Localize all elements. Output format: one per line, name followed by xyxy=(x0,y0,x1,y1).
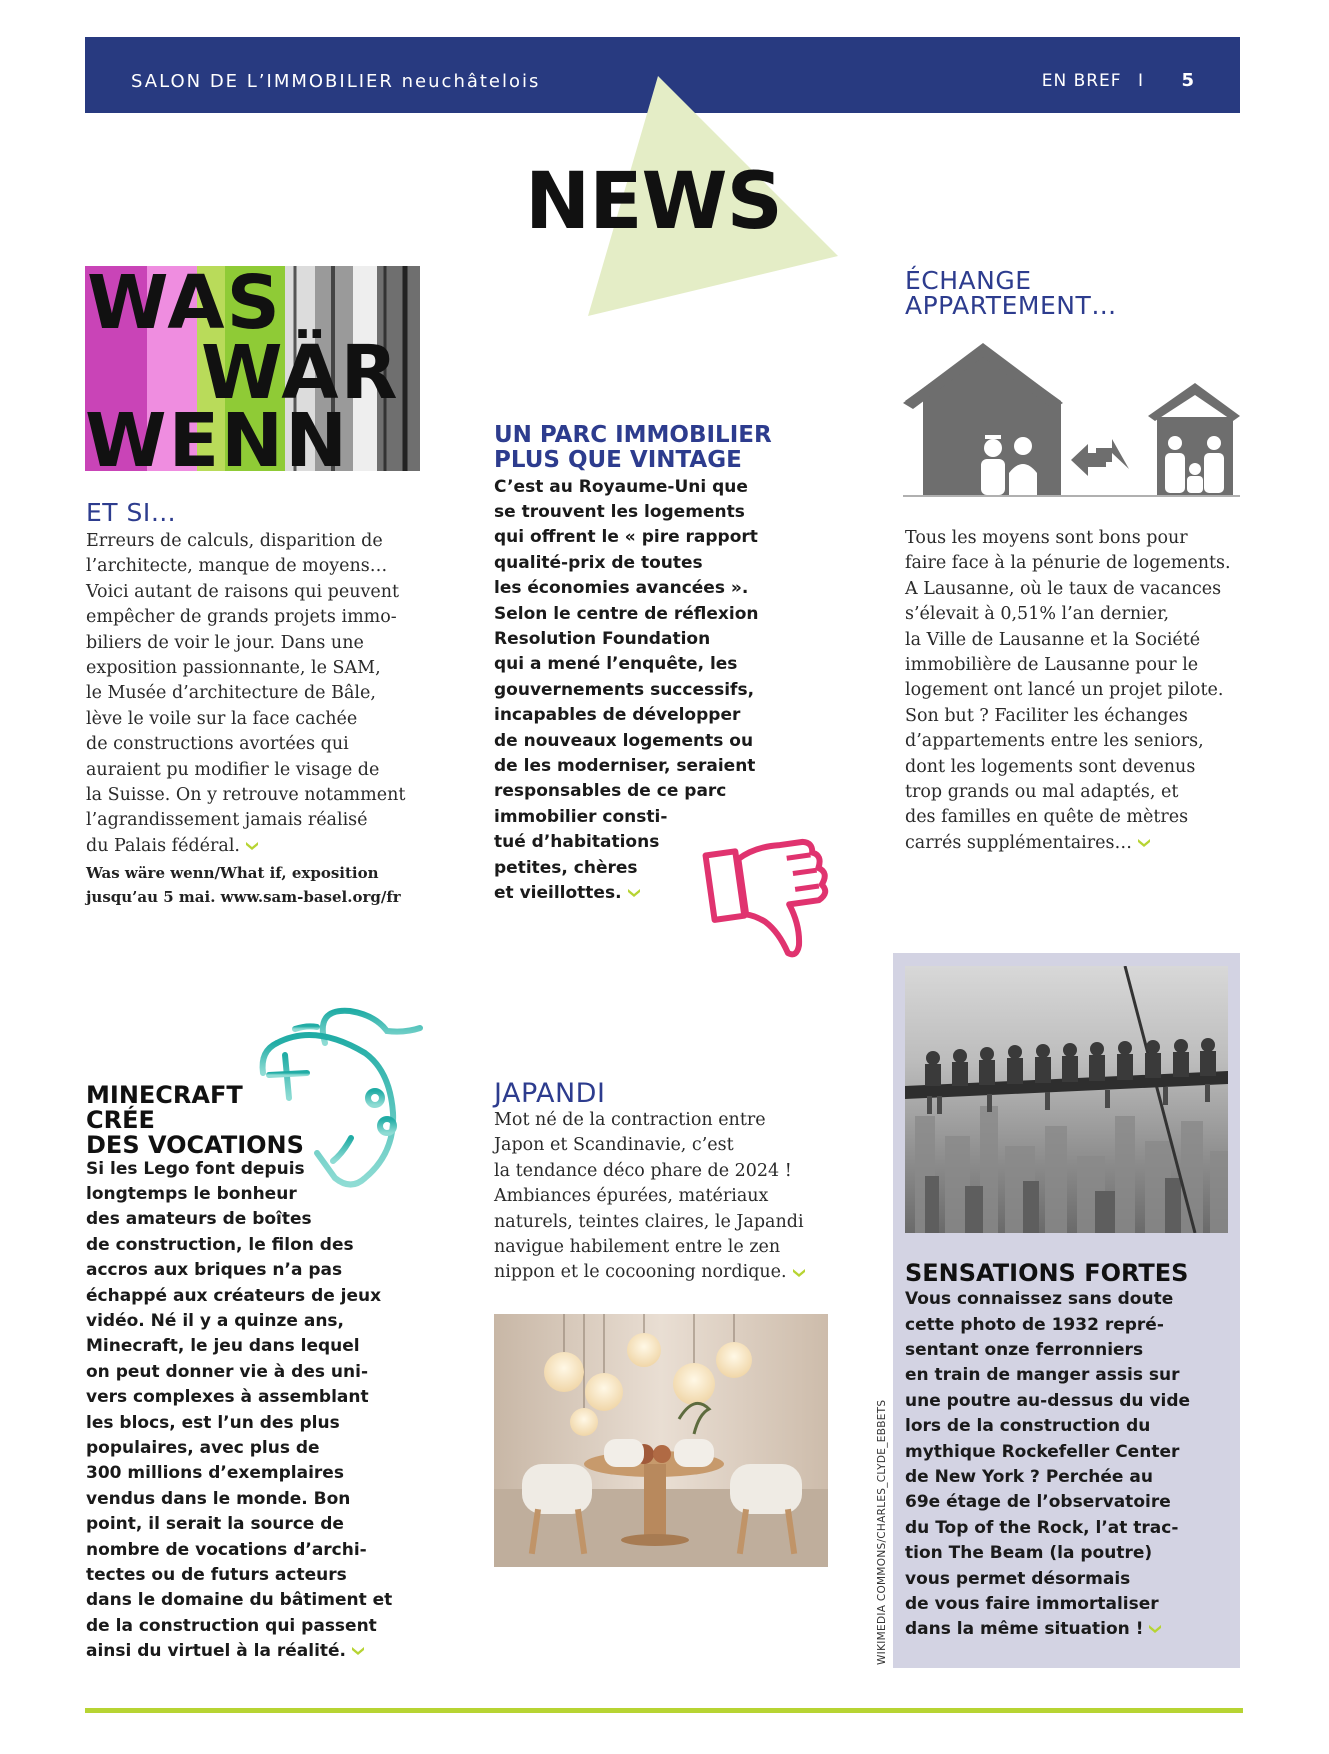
text-line: vendus dans le monde. Bon xyxy=(86,1488,351,1509)
chevron-bullet-icon xyxy=(1138,838,1150,848)
text-line: qui offrent le « pire rapport xyxy=(494,527,758,548)
text-line: des familles en quête de mètres xyxy=(905,807,1189,828)
text-line-last: ainsi du virtuel à la réalité. xyxy=(86,1639,431,1664)
text-line: A Lausanne, où le taux de vacances xyxy=(905,578,1222,599)
chevron-bullet-icon xyxy=(246,841,258,851)
footer-rule xyxy=(85,1708,1243,1713)
text-line: de la construction qui passent xyxy=(86,1615,377,1636)
text-line: naturels, teintes claires, le Japandi xyxy=(494,1211,804,1232)
text-line: des amateurs de boîtes xyxy=(86,1209,312,1230)
article-body xyxy=(86,1157,431,1665)
text-line: d’appartements entre les seniors, xyxy=(905,731,1204,752)
chevron-bullet-icon xyxy=(352,1646,364,1656)
article-et-si xyxy=(86,500,431,909)
text-line: de nouveaux logements ou xyxy=(494,730,754,751)
text-line: sentant onze ferronniers xyxy=(905,1340,1144,1360)
house-swap-icon xyxy=(903,343,1240,498)
text-line: tectes ou de futurs acteurs xyxy=(86,1565,347,1586)
text-line: la Ville de Lausanne et la Société xyxy=(905,629,1201,650)
text-line: petites, chères xyxy=(494,857,638,878)
text-line: navigue habilement entre le zen xyxy=(494,1237,781,1258)
article-title: ET SI… xyxy=(86,498,177,527)
text-line: tion The Beam (la poutre) xyxy=(905,1543,1153,1564)
text-line: biliers de voir le jour. Dans une xyxy=(86,632,364,653)
text-line: 300 millions d’exemplaires xyxy=(86,1463,344,1484)
text-line: nombre de vocations d’archi- xyxy=(86,1539,367,1560)
text-line: lève le voile sur la face cachée xyxy=(86,708,358,729)
page-number: 5 xyxy=(1181,70,1194,91)
text-line: se trouvent les logements xyxy=(494,502,745,522)
text-line: logement ont lancé un projet pilote. xyxy=(905,680,1224,701)
text-line: Voici autant de raisons qui peuvent xyxy=(86,581,400,602)
text-line: de vous faire immortaliser xyxy=(905,1594,1159,1615)
poster-word-1: WAS xyxy=(87,266,282,346)
thumbs-down-icon xyxy=(693,838,833,973)
section-name: EN BREF xyxy=(1041,71,1122,91)
text-line: la Suisse. On y retrouve notamment xyxy=(86,785,406,806)
text-line-last: dans la même situation ! xyxy=(905,1617,1240,1642)
text-line: mythique Rockefeller Center xyxy=(905,1441,1180,1462)
text-line: en train de manger assis sur xyxy=(905,1365,1180,1386)
text-line: Mot né de la contraction entre xyxy=(494,1110,766,1130)
text-line: tué d’habitations xyxy=(494,832,660,853)
text-line: Son but ? Faciliter les échanges xyxy=(905,705,1188,726)
text-line: on peut donner vie à des uni- xyxy=(86,1361,369,1382)
text-line: exposition passionnante, le SAM, xyxy=(86,658,381,679)
text-line: Ambiances épurées, matériaux xyxy=(494,1186,769,1207)
text-line: immobilière de Lausanne pour le xyxy=(905,655,1199,676)
text-line: échappé aux créateurs de jeux xyxy=(86,1285,382,1306)
article-parc-immobilier xyxy=(494,423,834,907)
text-line: populaires, avec plus de xyxy=(86,1438,320,1459)
text-line: de constructions avortées qui xyxy=(86,734,349,755)
text-line: faire face à la pénurie de logements. xyxy=(905,553,1231,574)
text-line: immobilier consti- xyxy=(494,806,668,827)
article-title: UN PARC IMMOBILIER PLUS QUE VINTAGE xyxy=(494,422,772,474)
text-line: de les moderniser, seraient xyxy=(494,756,756,777)
text-line: lors de la construction du xyxy=(905,1416,1151,1437)
text-line: le Musée d’architecture de Bâle, xyxy=(86,683,376,704)
article-minecraft xyxy=(86,1083,431,1665)
text-line: de New York ? Perchée au xyxy=(905,1467,1153,1488)
article-echange xyxy=(905,268,1240,318)
text-line: Selon le centre de réflexion xyxy=(494,603,759,624)
text-line: de construction, le filon des xyxy=(86,1234,354,1255)
text-line: responsables de ce parc xyxy=(494,781,727,802)
text-line: Minecraft, le jeu dans lequel xyxy=(86,1336,360,1357)
text-line: qualité-prix de toutes xyxy=(494,552,703,573)
text-line-last: nippon et le cocooning nordique. xyxy=(494,1260,844,1285)
text-line: les blocs, est l’un des plus xyxy=(86,1412,340,1433)
chevron-bullet-icon xyxy=(628,888,640,898)
chevron-bullet-icon xyxy=(1149,1624,1161,1634)
article-title: JAPANDI xyxy=(494,1078,606,1109)
text-line: Japon et Scandinavie, c’est xyxy=(494,1135,734,1156)
article-body xyxy=(905,526,1250,856)
text-line: trop grands ou mal adaptés, et xyxy=(905,782,1179,803)
text-line: auraient pu modifier le visage de xyxy=(86,759,380,780)
page-title: NEWS xyxy=(525,157,782,247)
article-body xyxy=(905,1287,1240,1643)
text-line: point, il serait la source de xyxy=(86,1514,344,1535)
text-line: les économies avancées ». xyxy=(494,578,749,599)
text-line: Si les Lego font depuis xyxy=(86,1158,305,1179)
text-line: longtemps le bonheur xyxy=(86,1183,297,1204)
text-line: vidéo. Né il y a quinze ans, xyxy=(86,1311,344,1331)
lunch-atop-skyscraper-photo xyxy=(905,966,1228,1233)
text-line: vers complexes à assemblant xyxy=(86,1387,369,1408)
text-line: l’architecte, manque de moyens… xyxy=(86,556,388,577)
text-line: 69e étage de l’observatoire xyxy=(905,1492,1171,1513)
text-line: s’élevait à 0,51% l’an dernier, xyxy=(905,604,1170,625)
poster-word-3: WENN xyxy=(85,398,350,471)
article-title: ÉCHANGE APPARTEMENT… xyxy=(905,266,1117,320)
text-line: incapables de développer xyxy=(494,705,741,726)
text-line: empêcher de grands projets immo- xyxy=(86,607,397,628)
exhibition-poster-image xyxy=(85,266,420,471)
chevron-bullet-icon xyxy=(793,1268,805,1278)
text-line: accros aux briques n’a pas xyxy=(86,1260,343,1281)
text-line: Erreurs de calculs, disparition de xyxy=(86,531,383,551)
article-sensations-fortes xyxy=(905,1261,1240,1643)
publication-name: SALON DE L’IMMOBILIER neuchâtelois xyxy=(131,71,541,92)
text-line: C’est au Royaume-Uni que xyxy=(494,476,748,497)
text-line: l’agrandissement jamais réalisé xyxy=(86,810,368,831)
text-line: dont les logements sont devenus xyxy=(905,756,1196,777)
article-body xyxy=(86,529,431,859)
article-title: MINECRAFT CRÉE DES VOCATIONS xyxy=(86,1081,304,1160)
section-separator: I xyxy=(1137,71,1144,91)
text-line: une poutre au-dessus du vide xyxy=(905,1390,1191,1411)
text-line: du Top of the Rock, l’at trac- xyxy=(905,1517,1179,1538)
article-body xyxy=(494,1108,844,1286)
text-line: Tous les moyens sont bons pour xyxy=(905,528,1188,548)
text-line: dans le domaine du bâtiment et xyxy=(86,1590,393,1611)
section-label xyxy=(1042,71,1152,91)
text-line-last: et vieillottes. xyxy=(494,881,834,906)
text-line: Resolution Foundation xyxy=(494,629,711,650)
japandi-dining-photo xyxy=(494,1314,828,1567)
photo-credit: WIKIMEDIA COMMONS/CHARLES_CLYDE_EBBETS xyxy=(876,1399,888,1665)
exhibition-credit: Was wäre wenn/What if, exposition jusqu’au 5 mai. www.sam-basel.org/fr xyxy=(86,864,401,907)
article-japandi xyxy=(494,1080,844,1286)
text-line: cette photo de 1932 repré- xyxy=(905,1314,1164,1335)
article-echange-body xyxy=(905,526,1250,856)
article-title: SENSATIONS FORTES xyxy=(905,1259,1189,1287)
poster-word-2: WÄR xyxy=(201,330,400,416)
text-line: gouvernements successifs, xyxy=(494,679,755,700)
text-line: Vous connaissez sans doute xyxy=(905,1289,1174,1310)
text-line: vous permet désormais xyxy=(905,1568,1131,1589)
text-line-last: du Palais fédéral. xyxy=(86,834,431,859)
text-line-last: carrés supplémentaires… xyxy=(905,831,1250,856)
text-line: la tendance déco phare de 2024 ! xyxy=(494,1160,792,1181)
text-line: qui a mené l’enquête, les xyxy=(494,654,738,675)
